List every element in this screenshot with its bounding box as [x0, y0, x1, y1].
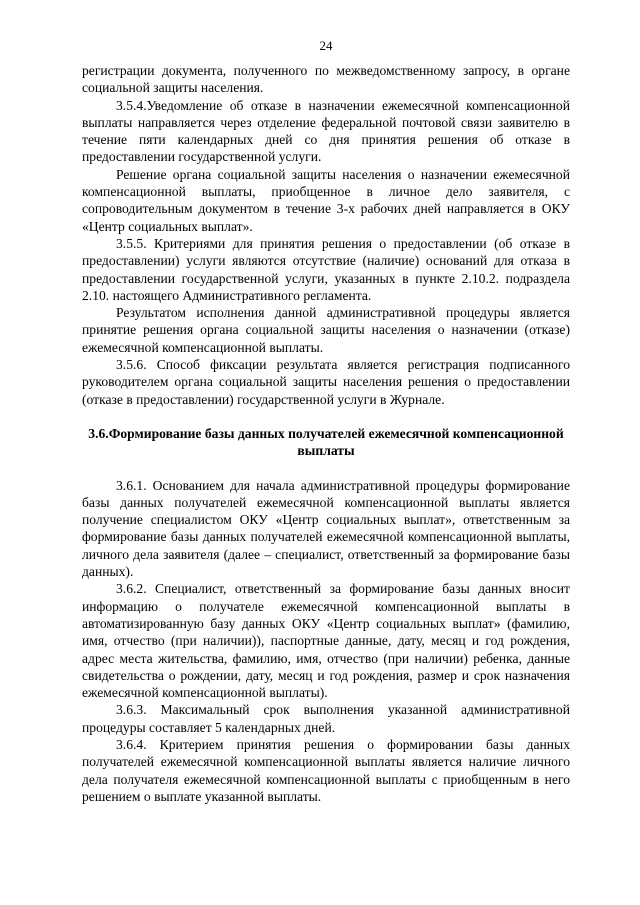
paragraph-3-5-4: 3.5.4.Уведомление об отказе в назначении ежемесячной компенсационной выплаты направляется через отделение федеральной почтовой связи заявителю в течение пяти календарных дней со дня принятия решения об отказе в предоставлении государственной услуги.: [82, 97, 570, 165]
paragraph-decision-sent: Решение органа социальной защиты населения о назначении ежемесячной компенсационной выплаты, приобщенное в личное дело заявителя, с сопроводительным документом в течение 3-х рабочих дней направляется в ОКУ «Центр социальных выплат».: [82, 166, 570, 234]
section-heading-3-6: 3.6.Формирование базы данных получателей ежемесячной компенсационной выплаты: [88, 425, 564, 459]
paragraph-3-6-2: 3.6.2. Специалист, ответственный за формирование базы данных вносит информацию о получателе ежемесячной компенсационной выплаты в автоматизированную базу данных ОКУ «Центр социальных выплат» (фамилию, имя, отчество (при наличии)), паспортные данные, дату, месяц и год рождения, адрес места жительства, фамилию, имя, отчество (при наличии) ребенка, данные свидетельства о рождении, дату, месяц и год рождения, размер и срок назначения ежемесячной компенсационной выплаты).: [82, 581, 570, 701]
document-page: [82, 38, 570, 805]
spacer: [82, 408, 570, 425]
paragraph-3-5-6: 3.5.6. Способ фиксации результата является регистрация подписанного руководителем органа социальной защиты населения решения о предоставлении (отказе в предоставлении) государственной услуги в Журнале.: [82, 357, 570, 407]
paragraph-continuation: регистрации документа, полученного по межведомственному запросу, в органе социальной защиты населения.: [82, 63, 570, 96]
spacer: [82, 460, 570, 477]
page-number: 24: [319, 38, 333, 53]
paragraph-3-6-4: 3.6.4. Критерием принятия решения о формировании базы данных получателей ежемесячной компенсационной выплаты является наличие личного дела получателя ежемесячной компенсационной выплаты с приобщенным в него решением о выплате указанной выплаты.: [82, 736, 570, 804]
paragraph-result: Результатом исполнения данной административной процедуры является принятие решения органа социальной защиты населения о назначении (отказе) ежемесячной компенсационной выплаты.: [82, 305, 570, 355]
paragraph-3-6-1: 3.6.1. Основанием для начала административной процедуры формирование базы данных получателей ежемесячной компенсационной выплаты является получение специалистом ОКУ «Центр социальных выплат», ответственным за формирование базы данных получателей ежемесячной компенсационной выплаты, личного дела заявителя (далее – специалист, ответственный за формирование базы данных).: [82, 477, 570, 580]
paragraph-3-6-3: 3.6.3. Максимальный срок выполнения указанной административной процедуры составляет 5 календарных дней.: [82, 702, 570, 735]
paragraph-3-5-5: 3.5.5. Критериями для принятия решения о предоставлении (об отказе в предоставлении) услуги являются отсутствие (наличие) оснований для отказа в предоставлении государственной услуги, указанных в пункте 2.10.2. подраздела 2.10. настоящего Административного регламента.: [82, 235, 570, 303]
